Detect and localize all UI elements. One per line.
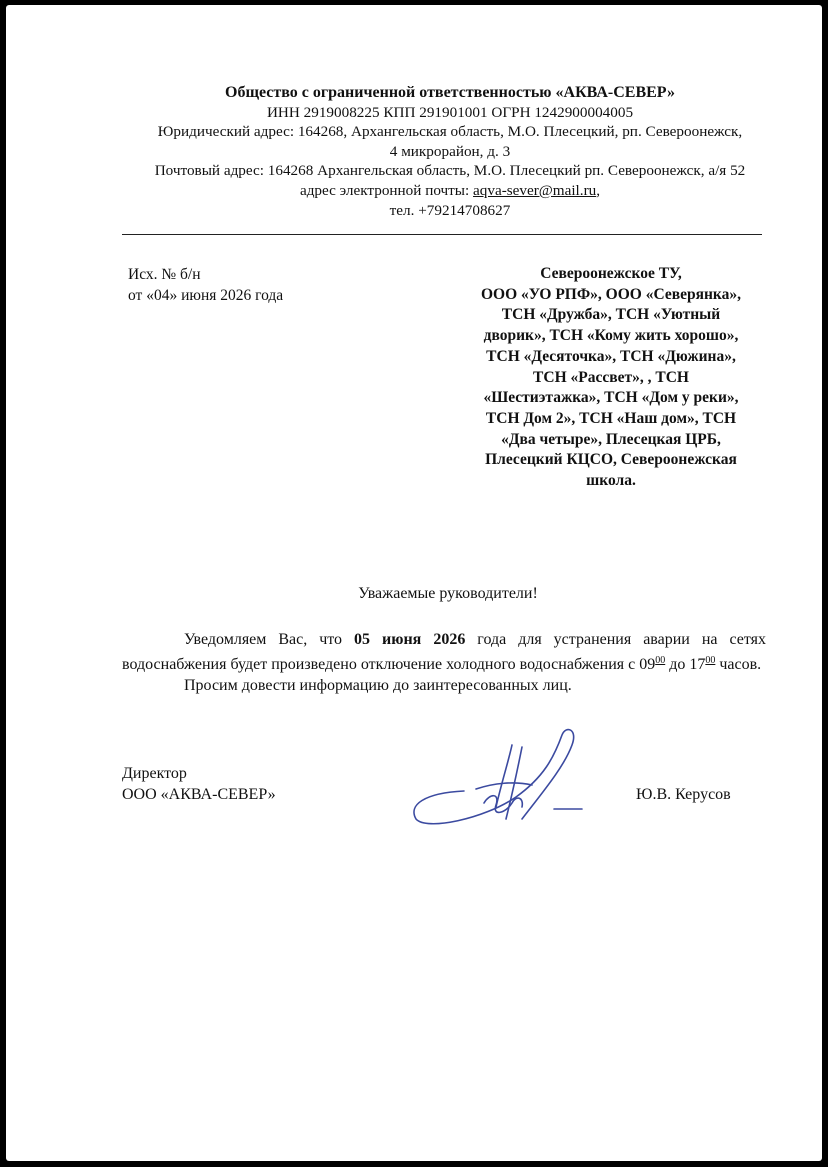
registration-numbers: ИНН 2919008225 КПП 291901001 ОГРН 1242900004005 [266,103,634,121]
notice-text-start: Уведомляем Вас, что [184,631,355,648]
recipient-line: ООО «УО РПФ», ООО «Северянка», [481,285,741,303]
phone: тел. +79214708627 [389,201,511,219]
recipient-line: дворик», ТСН «Кому жить хорошо», [483,327,739,345]
email-suffix: , [596,181,601,199]
legal-address-line2: 4 микрорайон, д. 3 [389,142,511,160]
notice-text-to: до 17 [665,656,706,673]
outgoing-date: от «04» июня 2026 года [128,287,284,304]
recipients-block [452,264,770,492]
signer-name: Ю.В. Керусов [636,786,731,803]
recipient-line: ТСН «Рассвет», , ТСН [533,368,689,386]
notice-text-end: часов. [715,656,762,673]
outgoing-number: Исх. № б/н [128,266,201,283]
recipient-line: ТСН «Дружба», ТСН «Уютный [501,306,721,324]
signer-position: Директор [122,765,187,782]
greeting: Уважаемые руководители! [358,585,538,602]
notice-paragraph [122,629,766,675]
recipient-line: Североонежское ТУ, [540,265,682,282]
header-divider [122,234,762,235]
recipient-line: ТСН Дом 2», ТСН «Наш дом», ТСН [485,409,737,427]
email-label: адрес электронной почты: [299,181,474,199]
email-line [106,181,794,201]
letterhead [106,83,794,220]
outgoing-reference [128,264,283,306]
request-paragraph: Просим довести информацию до заинтересованных лиц. [184,677,572,694]
notice-text-mid: года для устранения аварии на сетях водоснабжения будет произведено отключение холодного водоснабжения с 09 [122,631,767,673]
letter-body [122,629,766,696]
time-to-minutes: 00 [705,655,716,666]
recipient-line: Плесецкий КЦСО, Североонежская [485,451,737,469]
handwritten-signature [404,723,594,833]
recipient-line: «Шестиэтажка», ТСН «Дом у реки», [483,389,739,407]
recipient-line: ТСН «Десяточка», ТСН «Дюжина», [486,347,736,365]
email-link[interactable]: aqva-sever@mail.ru [473,181,597,199]
recipient-line: «Два четыре», Плесецкая ЦРБ, [501,430,721,448]
document-page [6,5,822,1161]
signer-block [122,763,276,805]
legal-address-line1: Юридический адрес: 164268, Архангельская область, М.О. Плесецкий, рп. Североонежск, [157,123,743,141]
signer-company: ООО «АКВА-СЕВЕР» [122,786,276,803]
recipient-line: школа. [586,472,636,490]
postal-address: Почтовый адрес: 164268 Архангельская область, М.О. Плесецкий рп. Североонежск, а/я 52 [154,162,746,180]
outage-date: 05 июня 2026 [354,631,466,648]
time-from-minutes: 00 [655,655,666,666]
org-name: Общество с ограниченной ответственностью «АКВА-СЕВЕР» [225,84,675,101]
